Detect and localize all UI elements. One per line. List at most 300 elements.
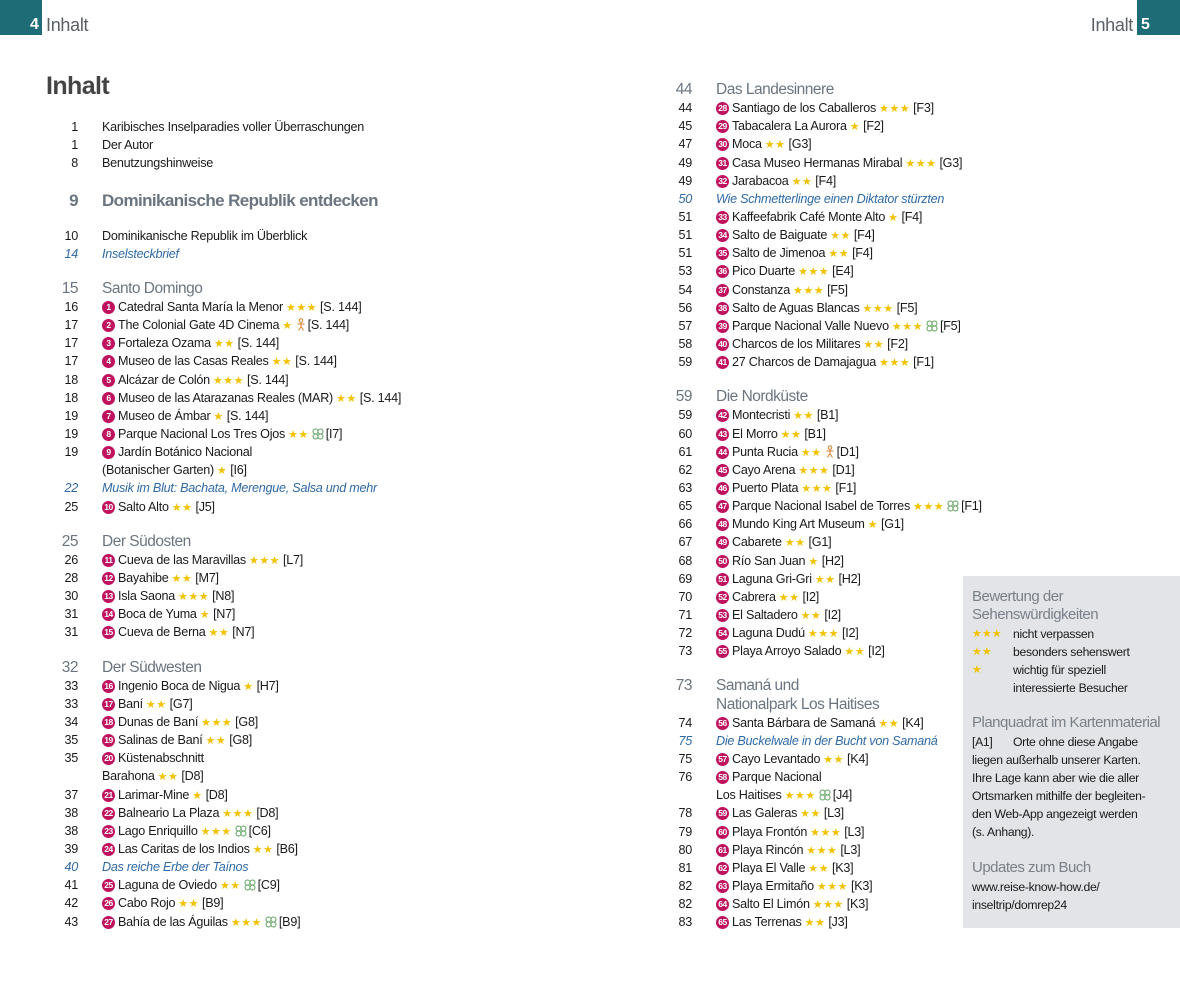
- entry-title: Las Caritas de los Indios: [118, 841, 250, 856]
- grid-text: Ihre Lage kann aber wie die aller: [972, 771, 1139, 785]
- entry-title: Laguna Gri-Gri: [732, 571, 812, 586]
- map-grid-ref: [N8]: [212, 589, 235, 604]
- entry-title: Santa Bárbara de Samaná: [732, 715, 876, 730]
- map-grid-ref: [H2]: [821, 553, 844, 568]
- sight-marker: 19: [102, 734, 115, 747]
- sight-marker: 37: [716, 284, 729, 297]
- toc-item-row[interactable]: [664, 750, 982, 768]
- entry-title: Salto de Jimenoa: [732, 246, 826, 261]
- toc-item-row[interactable]: [50, 569, 401, 587]
- rating-stars-icon: ★★★: [285, 301, 318, 314]
- toc-item-row[interactable]: [50, 298, 401, 316]
- entry-title: Las Galeras: [732, 806, 798, 821]
- toc-item-row[interactable]: [664, 895, 982, 913]
- page-number: 83: [678, 915, 692, 930]
- rating-stars-icon: ★★: [213, 338, 235, 351]
- map-grid-ref: [D8]: [181, 769, 204, 784]
- toc-item-row[interactable]: [50, 389, 401, 407]
- entry-title: The Colonial Gate 4D Cinema: [118, 318, 280, 333]
- entry-title: Kaffeefabrik Café Monte Alto: [732, 209, 886, 224]
- entry-text: [716, 552, 844, 570]
- sight-marker: 60: [716, 826, 729, 839]
- toc-item-row[interactable]: [664, 642, 982, 660]
- page-number: 50: [678, 191, 692, 206]
- rating-stars-icon: ★★: [336, 392, 357, 405]
- page-number: 59: [675, 388, 692, 406]
- entry-title: Las Terrenas: [732, 915, 802, 930]
- toc-item-row[interactable]: [664, 406, 982, 424]
- rating-stars-icon: ★★: [764, 139, 786, 152]
- page-number: 1: [71, 138, 78, 153]
- entry-title: Playa Frontón: [732, 824, 808, 839]
- entry-text: [716, 642, 885, 660]
- map-grid-ref: [S. 144]: [295, 354, 337, 369]
- page-number: 16: [64, 299, 78, 314]
- grid-heading: Planquadrat im Kartenmaterial: [972, 714, 1161, 731]
- toc-item-row[interactable]: [664, 877, 982, 895]
- toc-item-row[interactable]: [664, 515, 982, 533]
- toc-item-row[interactable]: [664, 208, 982, 226]
- entry-title: Santo Domingo: [102, 279, 203, 297]
- toc-item-row[interactable]: [50, 498, 401, 516]
- rating-stars-icon: ★★: [828, 248, 850, 261]
- page-number: 45: [678, 119, 692, 134]
- sight-marker: 56: [716, 717, 729, 730]
- rating-stars-icon: ★★: [205, 735, 227, 748]
- toc-item-row[interactable]: [664, 425, 982, 443]
- toc-item-row[interactable]: [664, 479, 982, 497]
- toc-item-row[interactable]: [50, 623, 401, 641]
- toc-item-row[interactable]: [50, 334, 401, 352]
- page-number: 71: [678, 607, 692, 622]
- sight-marker: 46: [716, 482, 729, 495]
- page-number: 9: [69, 191, 78, 211]
- entry-title-continued: Barahona: [102, 769, 155, 784]
- entry-title: Wie Schmetterlinge einen Diktator stürzten: [716, 191, 945, 206]
- grid-text: den Web-App angezeigt werden: [972, 807, 1138, 821]
- toc-item-row[interactable]: [664, 570, 982, 588]
- toc-item-row[interactable]: [664, 226, 982, 244]
- page-number: 34: [64, 714, 78, 729]
- page-number: 72: [678, 626, 692, 641]
- toc-item-row[interactable]: [50, 316, 401, 334]
- toc-item-row[interactable]: [664, 335, 982, 353]
- map-grid-ref: [G3]: [939, 155, 963, 170]
- entry-text: [102, 352, 337, 370]
- rating-stars-icon: ★: [282, 320, 293, 333]
- map-grid-ref: [L3]: [840, 842, 861, 857]
- page-number: 17: [64, 354, 78, 369]
- entry-text: [716, 515, 904, 533]
- sight-marker: 39: [716, 320, 729, 333]
- toc-item-row[interactable]: [664, 588, 982, 606]
- entry-text: [102, 713, 258, 731]
- toc-item-row[interactable]: [664, 299, 982, 317]
- entry-text: [102, 298, 361, 316]
- rating-heading: Bewertung der: [972, 588, 1064, 605]
- toc-item-row[interactable]: [664, 841, 982, 859]
- entry-text: [716, 732, 938, 750]
- map-grid-ref: [D8]: [205, 787, 228, 802]
- map-grid-ref: [B9]: [278, 914, 301, 929]
- toc-feature-row[interactable]: [50, 245, 401, 263]
- entry-text: [716, 335, 908, 353]
- grid-text: Orte ohne diese Angabe: [1013, 735, 1138, 749]
- page-number: 40: [64, 860, 78, 875]
- entry-title: Salto de Aguas Blancas: [732, 300, 860, 315]
- map-grid-ref: [F1]: [913, 355, 934, 370]
- entry-title: Laguna de Oviedo: [118, 878, 217, 893]
- entry-title: Punta Rucia: [732, 444, 798, 459]
- page-number: 78: [678, 806, 692, 821]
- toc-item-row[interactable]: [664, 353, 982, 371]
- toc-plain-row[interactable]: [50, 136, 401, 154]
- toc-item-row[interactable]: [50, 913, 401, 931]
- page-number: 44: [678, 101, 692, 116]
- rating-stars-icon: ★: [808, 555, 819, 568]
- entry-text: [102, 822, 271, 840]
- entry-text: [102, 659, 201, 677]
- entry-title: Der Autor: [102, 138, 153, 153]
- map-grid-ref: [F5]: [827, 282, 848, 297]
- toc-item-row[interactable]: [664, 714, 982, 732]
- page-title: Inhalt: [46, 72, 110, 100]
- page-number: 30: [64, 589, 78, 604]
- rating-stars-icon: ★★: [793, 410, 814, 423]
- entry-title: Fortaleza Ozama: [118, 336, 211, 351]
- toc-item-row[interactable]: [664, 443, 982, 461]
- entry-title: Charcos de los Militares: [732, 336, 861, 351]
- toc-item-row[interactable]: [50, 894, 401, 912]
- entry-text: [102, 677, 279, 695]
- page-number: 22: [64, 481, 78, 496]
- toc-section-row[interactable]: [664, 81, 982, 99]
- page-number: 69: [678, 571, 692, 586]
- entry-title: Constanza: [732, 282, 790, 297]
- entry-text: [716, 841, 860, 859]
- toc-item-row[interactable]: [664, 497, 982, 515]
- page-number: 75: [678, 733, 692, 748]
- entry-text: [102, 804, 278, 822]
- rating-stars-icon: ★★: [778, 591, 800, 604]
- rating-stars-icon: ★★: [823, 753, 844, 766]
- entry-title: Cueva de Berna: [118, 625, 206, 640]
- rating-stars-icon: ★★: [784, 537, 806, 550]
- entry-title: Playa El Valle: [732, 860, 806, 875]
- toc-section-row[interactable]: [50, 280, 401, 298]
- sight-marker: 52: [716, 591, 729, 604]
- entry-title: Larimar-Mine: [118, 787, 190, 802]
- page-number: 35: [64, 733, 78, 748]
- toc-item-row[interactable]: [664, 172, 982, 190]
- map-grid-ref: [I6]: [230, 463, 247, 478]
- entry-text: [716, 823, 864, 841]
- entry-text: [716, 677, 879, 713]
- entry-title: Balneario La Plaza: [118, 805, 220, 820]
- toc-item-row[interactable]: [664, 262, 982, 280]
- rating-stars-icon: ★★: [780, 428, 802, 441]
- page-number: 82: [678, 897, 692, 912]
- toc-item-row[interactable]: [664, 804, 982, 822]
- page-number: 76: [678, 770, 692, 785]
- toc-item-row[interactable]: [664, 606, 982, 624]
- entry-title: Der Südwesten: [102, 658, 202, 676]
- toc-item-row[interactable]: [664, 533, 982, 551]
- entry-title: Lago Enriquillo: [118, 823, 198, 838]
- page-number: 67: [678, 535, 692, 550]
- entry-text: [102, 425, 342, 443]
- map-grid-ref: [D1]: [836, 444, 859, 459]
- rating-stars-icon: ★★★: [798, 464, 830, 477]
- entry-title: Museo de Ámbar: [118, 408, 211, 423]
- toc-item-row[interactable]: [50, 804, 401, 822]
- toc-item-row[interactable]: [664, 135, 982, 153]
- sight-marker: 17: [102, 698, 115, 711]
- toc-section-row[interactable]: [50, 533, 401, 551]
- sight-marker: 59: [716, 807, 729, 820]
- toc-plain-row[interactable]: [50, 118, 401, 136]
- toc-chapter-row[interactable]: [50, 192, 401, 210]
- toc-feature-row[interactable]: [50, 858, 401, 876]
- toc-item-row[interactable]: [664, 624, 982, 642]
- sight-marker: 38: [716, 302, 729, 315]
- nature-park-icon: [926, 319, 938, 337]
- entry-text: [716, 877, 872, 895]
- sight-marker: 26: [102, 897, 115, 910]
- sight-marker: 31: [716, 157, 729, 170]
- toc-item-row[interactable]: [50, 677, 401, 695]
- toc-item-row[interactable]: [664, 461, 982, 479]
- toc-item-row[interactable]: [50, 352, 401, 370]
- sight-marker: 8: [102, 428, 115, 441]
- entry-text: [716, 461, 855, 479]
- page-number: 73: [678, 644, 692, 659]
- entry-text: [716, 588, 819, 606]
- sight-marker: 54: [716, 627, 729, 640]
- page-number-right: 5: [1141, 16, 1150, 33]
- sight-marker: 51: [716, 573, 729, 586]
- entry-text: [102, 316, 349, 334]
- rating-stars-icon: ★★: [271, 356, 293, 369]
- sight-marker: 36: [716, 265, 729, 278]
- entry-text: [716, 262, 854, 280]
- entry-title: Benutzungshinweise: [102, 156, 214, 171]
- entry-text: [102, 498, 215, 516]
- toc-item-row[interactable]: [50, 822, 401, 840]
- toc-feature-row[interactable]: [50, 479, 401, 497]
- rating-stars-icon: ★★: [878, 717, 900, 730]
- page-number: 19: [64, 445, 78, 460]
- toc-item-row[interactable]: [50, 840, 401, 858]
- entry-text: [716, 913, 848, 931]
- entry-text: [102, 407, 268, 425]
- map-grid-ref: [B6]: [276, 841, 298, 856]
- rating-stars-icon: ★★★: [230, 916, 262, 929]
- toc-item-row[interactable]: [50, 605, 401, 623]
- rating-1-label: wichtig für speziell: [1013, 663, 1106, 677]
- toc-item-row[interactable]: [50, 407, 401, 425]
- toc-feature-row[interactable]: [664, 732, 982, 750]
- sight-marker: 48: [716, 518, 729, 531]
- map-grid-ref: [I2]: [802, 589, 819, 604]
- toc-item-row[interactable]: [50, 443, 401, 479]
- page-number: 42: [64, 896, 78, 911]
- updates-link-2[interactable]: inseltrip/domrep24: [972, 898, 1067, 912]
- rating-stars-icon: ★★★: [222, 807, 254, 820]
- page-number: 82: [678, 878, 692, 893]
- toc-plain-row[interactable]: [50, 227, 401, 245]
- map-grid-ref: [B1]: [804, 426, 826, 441]
- rating-stars-icon: ★: [243, 680, 254, 693]
- toc-plain-row[interactable]: [50, 154, 401, 172]
- toc-item-row[interactable]: [50, 425, 401, 443]
- sight-marker: 9: [102, 446, 115, 459]
- entry-text: [716, 281, 848, 299]
- entry-text: [716, 479, 856, 497]
- toc-item-row[interactable]: [664, 99, 982, 117]
- entry-text: [716, 859, 853, 877]
- page-number: 59: [678, 408, 692, 423]
- map-grid-ref: [F2]: [863, 119, 884, 134]
- toc-section-row[interactable]: [664, 388, 982, 406]
- page-number: 81: [678, 860, 692, 875]
- entry-title: Cabo Rojo: [118, 896, 176, 911]
- map-grid-ref: [K4]: [902, 715, 924, 730]
- entry-text: [716, 172, 836, 190]
- map-grid-ref: [S. 144]: [247, 372, 289, 387]
- toc-section-row[interactable]: [664, 677, 982, 713]
- nature-park-icon: [244, 878, 256, 896]
- entry-title: Baní: [118, 696, 143, 711]
- toc-item-row[interactable]: [664, 823, 982, 841]
- page-number: 65: [678, 499, 692, 514]
- toc-item-row[interactable]: [664, 859, 982, 877]
- entry-text: [102, 371, 288, 389]
- toc-item-row[interactable]: [664, 768, 982, 804]
- rating-stars-icon: ★★: [171, 501, 193, 514]
- toc-item-row[interactable]: [664, 552, 982, 570]
- map-grid-ref: [C6]: [248, 823, 271, 838]
- rating-stars-icon: ★★: [219, 880, 241, 893]
- toc-item-row[interactable]: [50, 551, 401, 569]
- page-number: 60: [678, 426, 692, 441]
- entry-text: [716, 117, 884, 135]
- page-number: 73: [675, 677, 692, 695]
- toc-item-row[interactable]: [50, 749, 401, 785]
- page-number: 28: [64, 570, 78, 585]
- toc-feature-row[interactable]: [664, 190, 982, 208]
- toc-item-row[interactable]: [50, 876, 401, 894]
- entry-title: Playa Rincón: [732, 842, 804, 857]
- sight-marker: 22: [102, 807, 115, 820]
- page-number: 66: [678, 517, 692, 532]
- nature-park-icon: [947, 499, 959, 517]
- entry-text: [716, 425, 826, 443]
- entry-text: [102, 587, 234, 605]
- rating-stars-icon: ★★★: [178, 591, 210, 604]
- toc-item-row[interactable]: [664, 317, 982, 335]
- rating-stars-icon: ★★: [808, 862, 830, 875]
- toc-item-row[interactable]: [664, 913, 982, 931]
- rating-stars-icon: ★★: [288, 428, 309, 441]
- rating-stars-icon: ★★: [844, 646, 866, 659]
- page-number: 47: [678, 137, 692, 152]
- entry-title: Cabrera: [732, 589, 776, 604]
- grid-text: (s. Anhang).: [972, 825, 1035, 839]
- sight-marker: 62: [716, 862, 729, 875]
- entry-title: Moca: [732, 137, 762, 152]
- sight-marker: 7: [102, 410, 115, 423]
- kid-friendly-icon: [296, 318, 306, 336]
- toc-item-row[interactable]: [664, 117, 982, 135]
- updates-link[interactable]: www.reise-know-how.de/: [972, 880, 1100, 894]
- map-grid-ref: [S. 144]: [237, 336, 279, 351]
- toc-section-row[interactable]: [50, 659, 401, 677]
- rating-stars-icon: ★: [849, 121, 861, 134]
- sight-marker: 27: [102, 916, 115, 929]
- page-number: 37: [64, 787, 78, 802]
- nature-park-icon: [265, 915, 277, 933]
- rating-stars-icon: ★★: [804, 917, 826, 930]
- entry-text: [716, 353, 934, 371]
- map-grid-ref: [C9]: [257, 878, 280, 893]
- toc-item-row[interactable]: [664, 281, 982, 299]
- grid-text: Ortsmarken mithilfe der begleiten-: [972, 789, 1146, 803]
- sight-marker: 15: [102, 626, 115, 639]
- entry-title: Parque Nacional Valle Nuevo: [732, 318, 889, 333]
- sight-marker: 58: [716, 771, 729, 784]
- entry-title-continued: Los Haitises: [716, 788, 782, 803]
- page-number: 75: [678, 751, 692, 766]
- entry-title: Montecristi: [732, 408, 791, 423]
- toc-item-row[interactable]: [50, 713, 401, 731]
- page-number: 15: [61, 279, 78, 297]
- entry-text: [716, 750, 868, 768]
- page-number: 51: [678, 209, 692, 224]
- rating-stars-icon: ★★: [145, 698, 167, 711]
- toc-item-row[interactable]: [50, 786, 401, 804]
- page-number: 79: [678, 824, 692, 839]
- sight-marker: 34: [716, 229, 729, 242]
- page-number: 17: [64, 318, 78, 333]
- entry-title: Salinas de Baní: [118, 733, 203, 748]
- entry-title: Die Buckelwale in der Bucht von Samaná: [716, 733, 938, 748]
- entry-text: [716, 804, 844, 822]
- sight-marker: 35: [716, 247, 729, 260]
- toc-item-row[interactable]: [50, 731, 401, 749]
- map-grid-ref: [J5]: [195, 499, 215, 514]
- toc-item-row[interactable]: [664, 154, 982, 172]
- entry-text: [102, 623, 254, 641]
- nature-park-icon: [312, 427, 324, 445]
- entry-title: Das Landesinnere: [716, 81, 834, 98]
- rating-stars-icon: ★★★: [905, 157, 937, 170]
- entry-text: [716, 714, 924, 732]
- entry-text: [102, 533, 191, 551]
- sight-marker: 16: [102, 680, 115, 693]
- toc-item-row[interactable]: [50, 587, 401, 605]
- grid-text: liegen außerhalb unserer Karten.: [972, 753, 1141, 767]
- entry-text: [102, 913, 300, 931]
- sight-marker: 41: [716, 356, 729, 369]
- sight-marker: 29: [716, 120, 729, 133]
- entry-text: [102, 569, 219, 587]
- toc-item-row[interactable]: [664, 244, 982, 262]
- toc-item-row[interactable]: [50, 695, 401, 713]
- entry-title: Die Nordküste: [716, 388, 808, 406]
- toc-item-row[interactable]: [50, 371, 401, 389]
- page-number: 1: [71, 120, 78, 134]
